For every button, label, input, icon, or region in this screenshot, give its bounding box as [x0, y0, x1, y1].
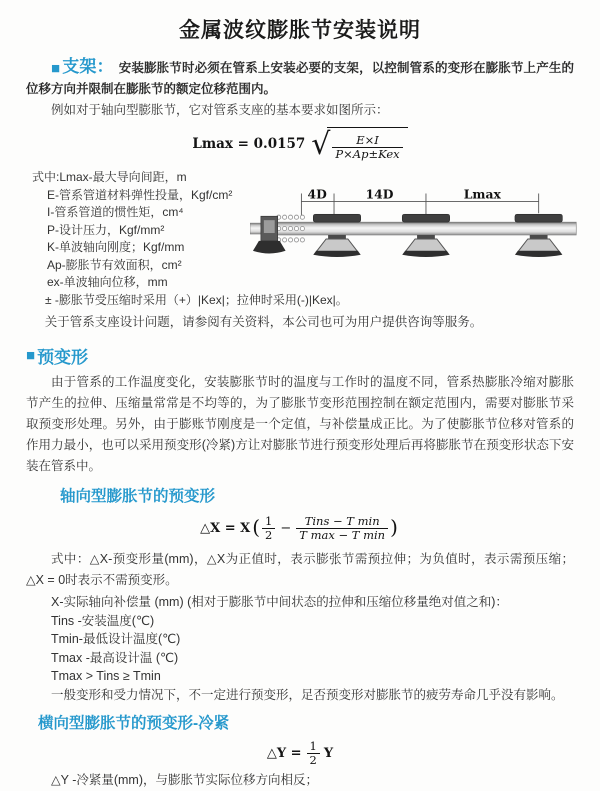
axial-formula [26, 509, 574, 547]
predeform-heading-label: 预变形 [37, 348, 89, 367]
fraction-denominator: T max − T min [296, 528, 388, 542]
dimension-label-4d: 4D [307, 187, 327, 202]
param-item: Tmin-最低设计温度(℃) [51, 632, 181, 646]
support-paragraph [26, 56, 574, 100]
lateral-note: △Y -冷紧量(mm)，与膨胀节实际位移方向相反； [51, 773, 319, 787]
lateral-subheading: 横向型膨胀节的预变形-冷紧 [38, 715, 230, 732]
temperature-fraction [296, 515, 388, 542]
axial-explain-text: 式中：△X-预变形量(mm)，△X为正值时，表示膨张节需预拉伸；为负值时，表示需预压缩；△X = 0时表示不需预变形。 [26, 552, 574, 587]
param-item: Tmax > Tins ≥ Tmin [51, 669, 161, 683]
pipe-support [313, 214, 360, 257]
param-item: Tmax -最高设计温 (℃) [51, 650, 179, 665]
fraction-numerator: 1 [309, 738, 317, 753]
lmax-formula [26, 127, 574, 161]
open-paren: ( [252, 515, 261, 539]
page-title: 金属波纹膨胀节安装说明 [179, 19, 421, 42]
param-item: Tins -安装温度(℃) [51, 613, 155, 628]
half-fraction [307, 740, 320, 767]
delta-y-lhs: △Y = [266, 745, 302, 761]
axial-subheading: 轴向型膨胀节的预变形 [60, 488, 216, 505]
fraction-numerator: 1 [265, 513, 273, 528]
support-example-text: 例如对于轴向型膨胀节，它对管系支座的基本要求如图所示： [51, 103, 389, 117]
diagram-svg [250, 187, 596, 282]
section-marker-icon: ■ [26, 347, 36, 364]
dimension-label-14d: 14D [365, 187, 394, 202]
lateral-formula [26, 738, 574, 768]
pipe-support [402, 214, 449, 257]
minus-sign: − [280, 520, 292, 536]
formula-fraction [332, 134, 402, 161]
plus-minus-note: ± -膨胀节受压缩时采用（+）|Kex|；拉伸时采用(-)|Kex|。 [45, 292, 348, 307]
variable-item: P-设计压力，Kgf/mm² [47, 222, 165, 237]
variables-and-diagram-row [26, 169, 574, 309]
param-item: X-实际轴向补偿量 (mm) (相对于膨胀节中间状态的拉伸和压缩位移量绝对值之和)： [51, 595, 508, 609]
section-marker-icon: ■ [51, 60, 61, 77]
close-paren: ) [390, 515, 398, 539]
delta-y-rhs: Y [323, 745, 334, 761]
half-fraction [262, 515, 275, 542]
pipe-support-diagram [250, 187, 596, 287]
param-item: 一般变形和受力情况下，不一定进行预变形，足否预变形对膨胀节的疲劳寿命几乎没有影响。 [51, 687, 564, 702]
fraction-numerator: E×I [356, 133, 379, 148]
variable-item: ex-单波轴向位移，mm [47, 275, 168, 289]
support-intro-text: 安装膨胀节时必须在管系上安装必要的支架，以控制管系的变形在膨胀节上产生的位移方向并限制在膨胀节的额定位移范围内。 [26, 61, 575, 96]
consult-note: 关于管系支座设计问题，请参阅有关资料，本公司也可为用户提供咨询等服务。 [44, 315, 483, 329]
variable-item: 式中:Lmax-最大导向间距，m [32, 170, 187, 184]
variable-item: I-管系管道的惯性矩，cm⁴ [47, 205, 184, 219]
bellows-icon [277, 215, 305, 242]
pipe-support [515, 214, 562, 257]
variable-item: E-管系管道材料弹性投量，Kgf/cm² [47, 187, 233, 202]
predeform-section-heading [26, 343, 574, 368]
variable-item: Ap-膨胀节有效面积，cm² [47, 257, 182, 272]
fraction-denominator: P×Ap±Kex [332, 147, 402, 161]
sqrt-radical-icon: √ [311, 126, 331, 162]
pipe [272, 222, 576, 235]
support-section-heading: 支架： [62, 57, 114, 76]
delta-x-lhs: △X = X [200, 520, 251, 536]
predeform-body-text: 由于管系的工作温度变化，安装膨胀节时的温度与工作时的温度不同，管系热膨胀冷缩对膨胀节产生的拉伸、压缩量常常是不均等的，为了膨胀节变形范围控制在额定范围内，需要对膨胀节采取预变形处理。另外，由于膨账节刚度是一个定值，与补偿量成正比。为了使膨胀节位移对管系的作用力最小，也可以采用预变形(冷紧)方让对膨胀节进行预变形处理后再将膨胀节在预变形状态下安装在管系中。 [26, 375, 574, 473]
dimension-label-lmax: Lmax [463, 187, 501, 202]
sqrt-body [327, 127, 407, 161]
formula-lhs: Lmax = 0.0157 [192, 136, 306, 152]
variable-item: K-单波轴向刚度；Kgf/mm [47, 240, 185, 254]
fraction-denominator: 2 [262, 528, 275, 542]
sqrt-expression [311, 127, 407, 161]
fraction-numerator: Tins − T min [304, 513, 380, 528]
axial-parameter-list [26, 593, 574, 704]
fraction-denominator: 2 [307, 753, 320, 767]
